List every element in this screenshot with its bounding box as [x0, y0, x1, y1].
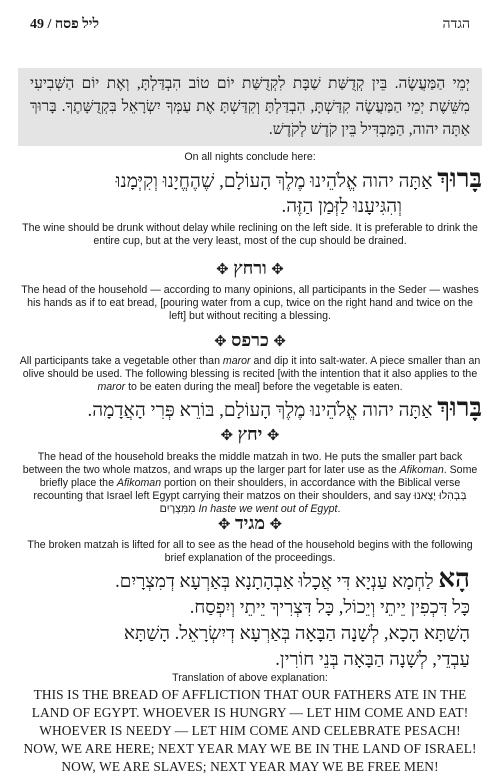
shehecheyanu-blessing — [18, 166, 482, 219]
ha-lachma-passage — [30, 566, 470, 673]
blessing-line-1: אַתָּה יהוה אֱלֹהֵינוּ מֶלֶךְ הָעוֹלָם, שֶׁהֶחֱיָנוּ וְקִיְּמָנוּ — [115, 171, 433, 192]
hebrew-quote: בְּבְהִלוּ יָצָאנוּ מִמִּצְרָיִם — [159, 490, 467, 515]
ornament-icon: ✥ — [271, 262, 284, 278]
drop-word: הָא — [438, 564, 470, 593]
ornament-icon: ✥ — [273, 334, 286, 350]
ha-lachma-translation: THIS IS THE BREAD OF AFFLICTION THAT OUR FATHERS ATE IN THE LAND OF EGYPT. WHOEVER IS HUNGRY — LET HIM COME AND EAT! WHOEVER IS NEEDY — LET HIM COME AND CELEBRATE PESACH! NOW, WE ARE HERE; NEXT YEAR MAY WE BE IN THE LAND OF ISRAEL! NOW, WE ARE SLAVES; NEXT YEAR MAY WE BE FREE MEN! — [23, 687, 477, 774]
karpas-heading — [18, 330, 482, 351]
karpas-instruction: All participants take a vegetable other than maror and dip it into salt-water. A piece smaller than an olive should be used. The following blessing is recited [with the intention that it also applies to the maror to be eaten during the meal] before the vegetable is eaten. — [19, 355, 481, 393]
ornament-icon: ✥ — [220, 428, 234, 444]
karpas-blessing-text: אַתָּה יהוה אֱלֹהֵינוּ מֶלֶךְ הָעוֹלָם, בּוֹרֵא פְּרִי הָאֲדָמָה. — [87, 400, 433, 421]
ornament-icon: ✥ — [216, 262, 229, 278]
shehecheyanu-instruction: On all nights conclude here: — [184, 151, 316, 163]
ha-lachma-line-2: כָּל דִּכְפִין יֵיתֵי וְיֵכוֹל, כָּל דִּצְרִיךְ יֵיתֵי וְיִפְסַח. — [189, 598, 470, 618]
page-number: ליל פסח / 49 — [30, 17, 100, 32]
ornament-icon: ✥ — [269, 517, 283, 533]
karpas-blessing — [18, 395, 482, 424]
book-title: הגדה — [442, 17, 470, 32]
urchatz-instruction: The head of the household — according to many opinions, all participants in the Seder — washes his hands as if to eat bread, [pouring water from a cup, twice on the right hand and twice on the left] but without reciting a blessing. — [21, 284, 479, 322]
yachatz-heading — [18, 424, 482, 445]
karpas-title: כרפס — [231, 330, 269, 350]
yachatz-title: יחץ — [237, 424, 263, 444]
ha-lachma-line-4: עַבְדֵי, לְשָׁנָה הַבָּאָה בְּנֵי חוֹרִין. — [275, 650, 470, 670]
kiddush-closing-box — [18, 68, 482, 146]
ornament-icon: ✥ — [214, 334, 227, 350]
ha-lachma-line-1: לַחְמָא עַנְיָא דִּי אֲכָלוּ אַבְהָתָנָא בְּאַרְעָא דְמִצְרָיִם. — [115, 572, 434, 592]
drop-word: בָּרוּךְ — [437, 164, 482, 193]
ornament-icon: ✥ — [217, 517, 231, 533]
drop-word: בָּרוּךְ — [437, 393, 482, 422]
urchatz-title: ורחץ — [233, 258, 267, 278]
translation-label: Translation of above explanation: — [172, 672, 328, 684]
yachatz-instruction: The head of the household breaks the middle matzah in two. He puts the smaller part back between the two whole matzos, and wraps up the larger part for later use as the Afikoman. Some briefly place the Afikoman portion on their shoulders, in accordance with the Biblical verse recounting that Israel left Egypt carrying their matzos on their shoulders, and say בְּבְהִלוּ יָצָאנוּ מִמִּצְרָיִם In haste we went out of Egypt. — [22, 451, 478, 515]
maggid-title: מגיד — [235, 513, 265, 533]
running-header — [30, 14, 470, 36]
kiddush-closing-text: יְמֵי הַמַּעֲשֶׂה. בֵּין קְדֻשַּׁת שַׁבָּת לִקְדֻשַּׁת יוֹם טוֹב הִבְדַּלְתָּ, וְאֶת יוֹם הַשְּׁבִיעִי מִשֵּׁשֶׁת יְמֵי הַמַּעֲשֶׂה קִדַּשְׁתָּ, הִבְדַּלְתָּ וְקִדַּשְׁתָּ אֶת עַמְּךָ יִשְׂרָאֵל בִּקְדֻשָּׁתֶךָ. בָּרוּךְ אַתָּה יהוה, הַמַּבְדִּיל בֵּין קֹדֶשׁ לְקֹדֶשׁ. — [30, 75, 470, 138]
maggid-intro: The broken matzah is lifted for all to see as the head of the household begins with the following brief explanation of the proceedings. — [27, 539, 473, 564]
english-quote: In haste we went out of Egypt — [198, 503, 338, 515]
ha-lachma-line-3: הָשַׁתָּא הָכָא, לְשָׁנָה הַבָּאָה בְּאַרְעָא דְיִשְׂרָאֵל. הָשַׁתָּא — [123, 624, 470, 644]
urchatz-heading — [18, 258, 482, 279]
maggid-heading — [18, 513, 482, 534]
blessing-line-2: וְהִגִּיעָנוּ לַזְּמַן הַזֶּה. — [281, 196, 402, 217]
ornament-icon: ✥ — [266, 428, 280, 444]
wine-instruction: The wine should be drunk without delay while reclining on the left side. It is preferable to drink the entire cup, but at the very least, most of the cup should be drained. — [22, 222, 478, 247]
